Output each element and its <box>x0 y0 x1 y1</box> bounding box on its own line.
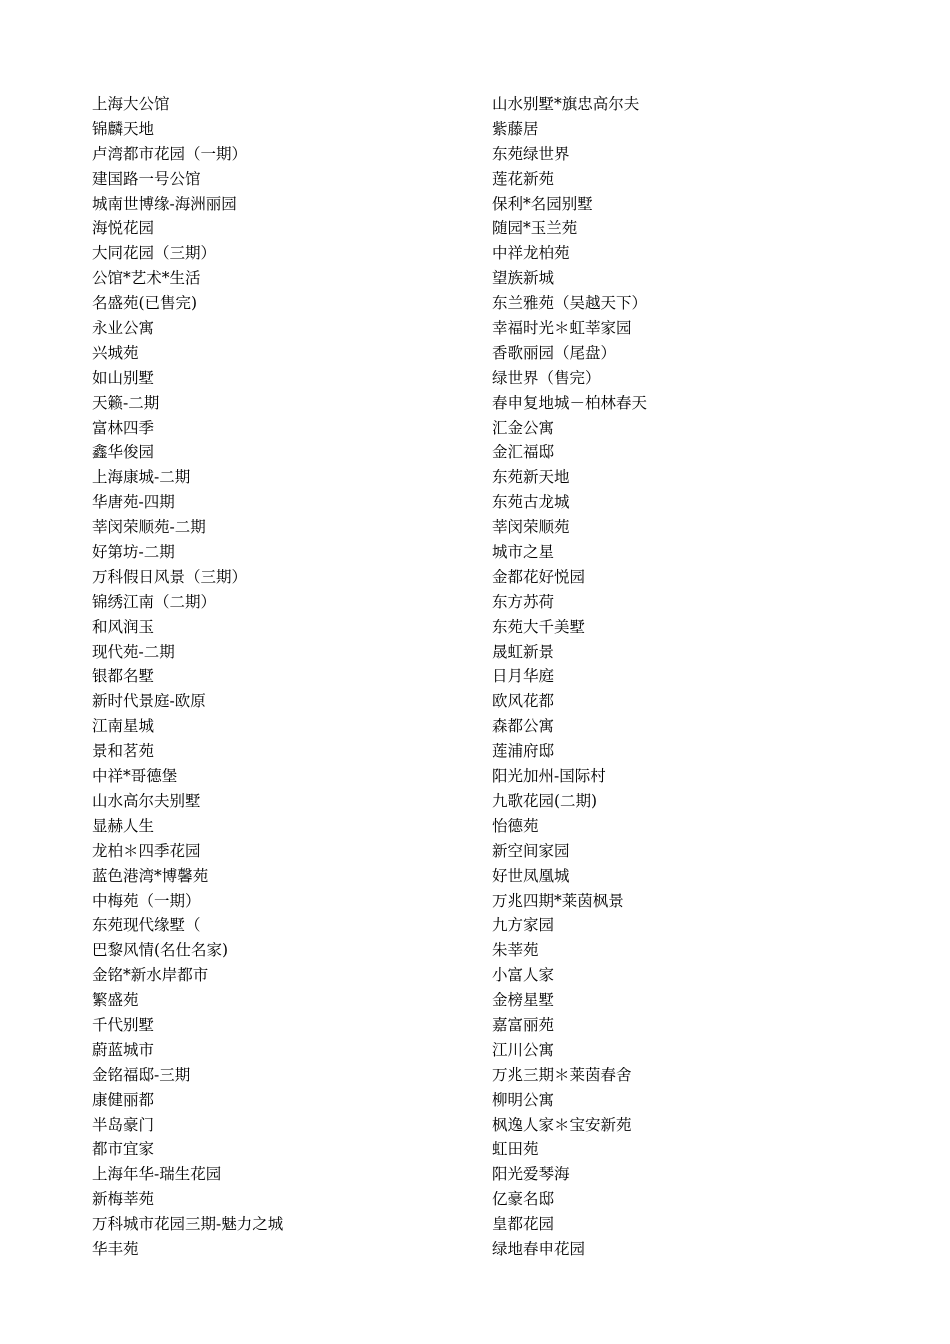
list-item: 公馆*艺术*生活 <box>92 269 201 288</box>
list-item: 上海大公馆 <box>92 95 170 113</box>
list-item: 海悦花园 <box>92 219 155 238</box>
left-column <box>92 92 472 1262</box>
list-item: 怡德苑 <box>492 816 539 835</box>
list-item: 东苑现代缘墅（ <box>92 916 201 935</box>
list-item: 富林四季 <box>92 418 155 437</box>
list-item: 锦麟天地 <box>92 119 155 138</box>
list-item: 兴城苑 <box>92 343 139 362</box>
list-item: 城南世博缘-海洲丽园 <box>92 194 237 213</box>
list-item: 蓝色港湾*博馨苑 <box>92 866 209 885</box>
list-item: 华丰苑 <box>92 1239 139 1258</box>
list-item: 万兆三期＊莱茵春舍 <box>492 1065 632 1084</box>
list-item: 朱莘苑 <box>492 941 539 960</box>
list-item: 金汇福邸 <box>492 443 555 462</box>
list-item: 银都名墅 <box>92 667 155 686</box>
list-item: 亿豪名邸 <box>492 1190 555 1209</box>
list-item: 幸福时光＊虹莘家园 <box>492 319 632 338</box>
list-item: 新空间家园 <box>492 841 570 860</box>
list-item: 中祥*哥德堡 <box>92 767 178 786</box>
list-item: 锦绣江南（二期） <box>92 592 217 611</box>
list-item: 金都花好悦园 <box>492 567 586 586</box>
list-item: 东苑新天地 <box>492 468 570 487</box>
list-item: 皇都花园 <box>492 1215 555 1234</box>
list-item: 随园*玉兰苑 <box>492 219 578 238</box>
list-item: 都市宜家 <box>92 1140 155 1159</box>
list-item: 建国路一号公馆 <box>92 169 201 188</box>
list-item: 柳明公寓 <box>492 1090 555 1109</box>
list-item: 日月华庭 <box>492 667 555 686</box>
list-item: 如山别墅 <box>92 368 155 387</box>
list-item: 晟虹新景 <box>492 642 555 661</box>
list-item: 鑫华俊园 <box>92 443 155 462</box>
list-item: 好第坊-二期 <box>92 543 175 562</box>
list-item: 紫藤居 <box>492 119 539 138</box>
list-item: 山水高尔夫别墅 <box>92 791 201 810</box>
list-item: 现代苑-二期 <box>92 642 175 661</box>
list-item: 中梅苑（一期） <box>92 891 201 910</box>
list-item: 阳光爱琴海 <box>492 1165 570 1184</box>
list-item: 好世凤凰城 <box>492 866 570 885</box>
list-item: 新梅莘苑 <box>92 1190 155 1209</box>
list-item: 新时代景庭-欧原 <box>92 692 206 711</box>
list-item: 莲浦府邸 <box>492 742 555 761</box>
list-item: 万科假日风景（三期） <box>92 567 248 586</box>
list-item: 枫逸人家＊宝安新苑 <box>492 1115 632 1134</box>
list-item: 九方家园 <box>492 916 555 935</box>
list-item: 永业公寓 <box>92 319 155 338</box>
list-item: 森都公寓 <box>492 717 555 736</box>
list-item: 望族新城 <box>492 269 555 288</box>
list-item: 绿世界（售完） <box>492 368 601 387</box>
list-item: 卢湾都市花园（一期） <box>92 144 248 163</box>
list-item: 华唐苑-四期 <box>92 493 175 512</box>
list-item: 东苑古龙城 <box>492 493 570 512</box>
list-item: 汇金公寓 <box>492 418 555 437</box>
list-item: 中祥龙柏苑 <box>492 244 570 263</box>
list-item: 千代别墅 <box>92 1015 155 1034</box>
list-item: 巴黎风情(名仕名家) <box>92 941 229 960</box>
list-item: 大同花园（三期） <box>92 244 217 263</box>
list-item: 天籁-二期 <box>92 393 160 412</box>
list-item: 万兆四期*莱茵枫景 <box>492 891 624 910</box>
list-item: 和风润玉 <box>92 617 155 636</box>
list-item: 江南星城 <box>92 717 155 736</box>
list-item: 东方苏荷 <box>492 592 555 611</box>
list-item: 嘉富丽苑 <box>492 1015 555 1034</box>
list-item: 蔚蓝城市 <box>92 1040 155 1059</box>
list-item: 万科城市花园三期-魅力之城 <box>92 1215 284 1234</box>
list-item: 莘闵荣顺苑 <box>492 518 570 537</box>
list-item: 香歌丽园（尾盘） <box>492 343 617 362</box>
list-item: 东苑大千美墅 <box>492 617 586 636</box>
list-item: 城市之星 <box>492 543 555 562</box>
list-item: 小富人家 <box>492 966 555 985</box>
list-item: 欧风花都 <box>492 692 555 711</box>
right-column <box>492 92 872 1262</box>
list-item: 山水别墅*旗忠高尔夫 <box>492 95 640 113</box>
list-item: 虹田苑 <box>492 1140 539 1159</box>
list-item: 名盛苑(已售完) <box>92 294 198 313</box>
list-item: 金铭*新水岸都市 <box>92 966 209 985</box>
list-item: 阳光加州-国际村 <box>492 767 606 786</box>
list-item: 绿地春申花园 <box>492 1239 586 1258</box>
list-item: 九歌花园(二期) <box>492 791 598 810</box>
list-item: 龙柏＊四季花园 <box>92 841 201 860</box>
list-item: 莲花新苑 <box>492 169 555 188</box>
list-item: 景和茗苑 <box>92 742 155 761</box>
list-item: 金榜星墅 <box>492 991 555 1010</box>
list-item: 春申复地城－柏林春天 <box>492 393 648 412</box>
list-item: 半岛豪门 <box>92 1115 155 1134</box>
list-item: 东苑绿世界 <box>492 144 570 163</box>
list-item: 繁盛苑 <box>92 991 139 1010</box>
list-item: 东兰雅苑（吴越天下） <box>492 294 648 313</box>
list-item: 康健丽都 <box>92 1090 155 1109</box>
list-item: 莘闵荣顺苑-二期 <box>92 518 206 537</box>
list-item: 上海年华-瑞生花园 <box>92 1165 222 1184</box>
list-item: 江川公寓 <box>492 1040 555 1059</box>
list-item: 金铭福邸-三期 <box>92 1065 191 1084</box>
list-item: 上海康城-二期 <box>92 468 191 487</box>
list-item: 保利*名园别墅 <box>492 194 593 213</box>
list-item: 显赫人生 <box>92 816 155 835</box>
